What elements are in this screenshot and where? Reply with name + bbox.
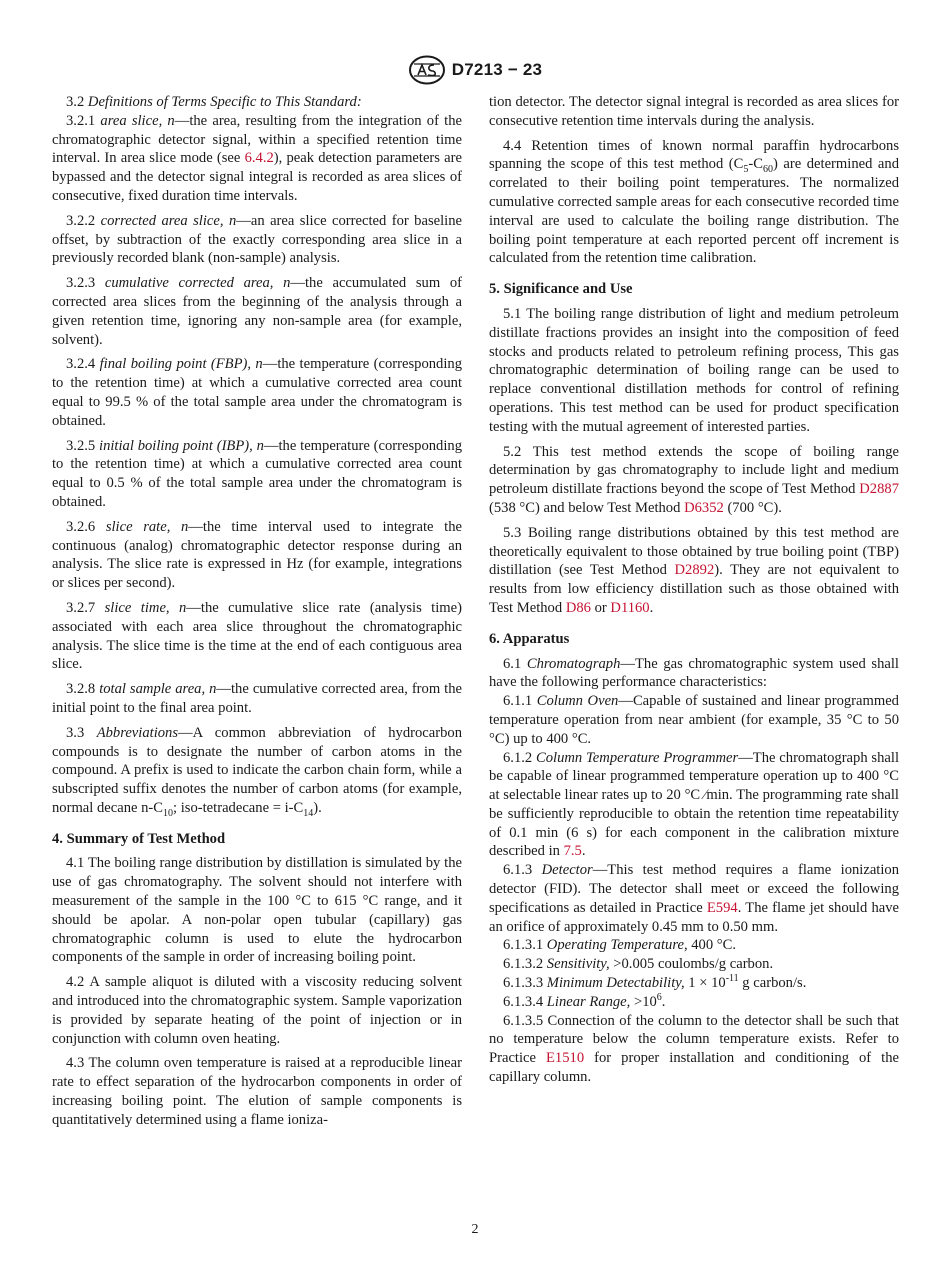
- ref-link-d2892[interactable]: D2892: [674, 562, 715, 579]
- definition-3-2-1: 3.2.1 area slice, n—the area, resulting from the integration of the chromatographic detector signal, within a specified retention time interval. In area slice mode (see 6.4.2), peak detection parameters are bypassed and the detector signal integral is recorded as area slices of consecutive, fixed duration time intervals.: [52, 112, 462, 204]
- ref-link-7-5[interactable]: 7.5: [563, 843, 582, 860]
- definition-3-2-8: 3.2.8 total sample area, n—the cumulative corrected area, from the initial point to the final area point.: [52, 681, 463, 716]
- astm-logo-icon: [408, 55, 446, 85]
- ref-link-6-4-2[interactable]: 6.4.2: [244, 150, 274, 167]
- ref-link-e1510[interactable]: E1510: [546, 1050, 585, 1067]
- paragraph-4-1: 4.1 The boiling range distribution by distillation is simulated by the use of gas chromatography. The solvent should not interfere with measurement of the sample in the 100 °C to 615 °C range, and it should be apolar. A non-polar open tubular (capillary) gas chromatographic column is used to elute the hydrocarbon components of the sample in order of increasing boiling point.: [52, 855, 462, 966]
- paragraph-5-3: 5.3 Boiling range distributions obtained by this test method are theoretically equivalent to those obtained by true boiling point (TBP) distillation (see Test Method D2892). They are not equivalent to results from low efficiency distillation such as those obtained with Test Method D86 or D1160.: [489, 524, 899, 616]
- paragraph-4-4: 4.4 Retention times of known normal paraffin hydrocarbons spanning the scope of this test method $(C_5-C_{60})$ are determined and correlated to their boiling point temperatures. The normalized cumulative corrected sample areas for each consecutive recorded time interval are used to calculate the boiling range distribution. The boiling point temperature at each reported percent off increment is calculated from the retention time calibration.: [489, 137, 900, 267]
- section-5-heading: 5. Significance and Use: [489, 281, 633, 298]
- paragraph-6-1: 6.1 Chromatograph—The gas chromatographic system used shall have the following performance characteristics:: [489, 655, 899, 691]
- left-column: [52, 93, 462, 1130]
- paragraph-6-1-3-2: 6.1.3.2 Sensitivity, >0.005 coulombs/g carbon.: [503, 956, 774, 973]
- section-6-heading: 6. Apparatus: [489, 630, 570, 647]
- section-4-heading: 4. Summary of Test Method: [52, 830, 226, 847]
- ref-link-d6352[interactable]: D6352: [684, 499, 724, 516]
- paragraph-4-3: 4.3 The column oven temperature is raised at a reproducible linear rate to effect separation of the hydrocarbon components in order of increasing boiling point. The elution of sample components is quantitatively determined using a flame ioniza-: [52, 1055, 462, 1128]
- page-header: [0, 55, 950, 85]
- standard-designation: D7213 − 23: [451, 60, 543, 79]
- paragraph-6-1-2: 6.1.2 Column Temperature Programmer—The chromatograph shall be capable of linear programmed temperature operation up to 400 °C at selectable linear rates up to 20 °C ⁄min. The programming rate shall be sufficiently reproducible to obtain the retention time repeatability of 0.1 min (6 s) for each component in the calibration mixture described in 7.5.: [489, 749, 899, 860]
- paragraph-6-1-3-4: 6.1.3.4 Linear Range, $>10^6$.: [503, 992, 666, 1010]
- ref-link-d1160[interactable]: D1160: [610, 599, 650, 616]
- section-3-3-abbreviations: 3.3 Abbreviations—A common abbreviation of hydrocarbon compounds is to designate the number of carbon atoms in the compound. A prefix is used to indicate the carbon chain form, while a subscripted suffix denotes the number of carbon atoms (for example, normal decane $n-C_{10}$; iso-tetradecane = $i-C_{14}$).: [52, 724, 462, 819]
- definition-3-2-4: 3.2.4 final boiling point (FBP), n—the temperature (corresponding to the retention time) at which a cumulative corrected area count equal to 99.5 % of the total sample area under the chromatogram is obtained.: [52, 356, 462, 429]
- section-3-2: 3.2 Definitions of Terms Specific to This Standard:: [66, 94, 362, 110]
- paragraph-6-1-3-3: 6.1.3.3 Minimum Detectability, $1 \times 10^{-11}$ g carbon/s.: [503, 973, 807, 992]
- paragraph-4-3-continued: tion detector. The detector signal integral is recorded as area slices for consecutive retention time intervals during the analysis.: [489, 94, 899, 129]
- paragraph-6-1-3-5: 6.1.3.5 Connection of the column to the detector shall be such that no temperature below the column temperature exists. Refer to Practice E1510 for proper installation and conditioning of the capillary column.: [489, 1012, 899, 1086]
- definition-3-2-7: 3.2.7 slice time, n—the cumulative slice rate (analysis time) associated with each area slice throughout the chromatographic analysis. The slice time is the time at the end of each contiguous area slice.: [52, 599, 462, 673]
- ref-link-e594[interactable]: E594: [706, 899, 738, 916]
- paragraph-4-2: 4.2 A sample aliquot is diluted with a viscosity reducing solvent and introduced into the chromatographic system. Sample vaporization is provided by separate heating of the point of injection or in conjunction with column oven heating.: [52, 974, 462, 1047]
- definition-3-2-3: 3.2.3 cumulative corrected area, n—the accumulated sum of corrected area slices from the beginning of the analysis through a given retention time, ignoring any non-sample area (for example, solvent).: [52, 275, 463, 348]
- paragraph-6-1-3: 6.1.3 Detector—This test method requires a flame ionization detector (FID). The detector shall meet or exceed the following specifications as detailed in Practice E594. The flame jet should have an orifice of approximately 0.45 mm to 0.50 mm.: [489, 862, 900, 935]
- paragraph-6-1-1: 6.1.1 Column Oven—Capable of sustained and linear programmed temperature operation from near ambient (for example, 35 °C to 50 °C) up to 400 °C.: [489, 693, 899, 747]
- paragraph-5-1: 5.1 The boiling range distribution of light and medium petroleum distillate fractions provides an insight into the composition of feed stocks and products related to petroleum refining process, This gas chromatographic determination of boiling range can be used to replace conventional distillation methods for control of refining operations. This test method can be used for product specification testing with the mutual agreement of interested parties.: [489, 305, 899, 435]
- definition-3-2-2: 3.2.2 corrected area slice, n—an area slice corrected for baseline offset, by subtraction of the exactly corresponding area slice in a previously recorded blank (non-sample) analysis.: [52, 212, 462, 267]
- ref-link-d86[interactable]: D86: [565, 599, 591, 616]
- definition-3-2-6: 3.2.6 slice rate, n—the time interval used to integrate the continuous (analog) chromatographic detector response during an analysis. The slice rate is expressed in Hz (for example, integrations or slices per second).: [52, 518, 462, 592]
- ref-link-d2887[interactable]: D2887: [859, 481, 899, 498]
- paragraph-6-1-3-1: 6.1.3.1 Operating Temperature, 400 °C.: [503, 937, 737, 954]
- paragraph-5-2: 5.2 This test method extends the scope of boiling range determination by gas chromatography to include light and medium petroleum distillate fractions beyond the scope of Test Method D2887 (538 °C) and below Test Method D6352 (700 °C).: [489, 443, 899, 516]
- definition-3-2-5: 3.2.5 initial boiling point (IBP), n—the temperature (corresponding to the retention time) at which a cumulative corrected area count equal to 0.5 % of the total sample area under the chromatogram is obtained.: [52, 437, 462, 510]
- right-column: [489, 93, 899, 1087]
- page-number: 2: [471, 1222, 479, 1237]
